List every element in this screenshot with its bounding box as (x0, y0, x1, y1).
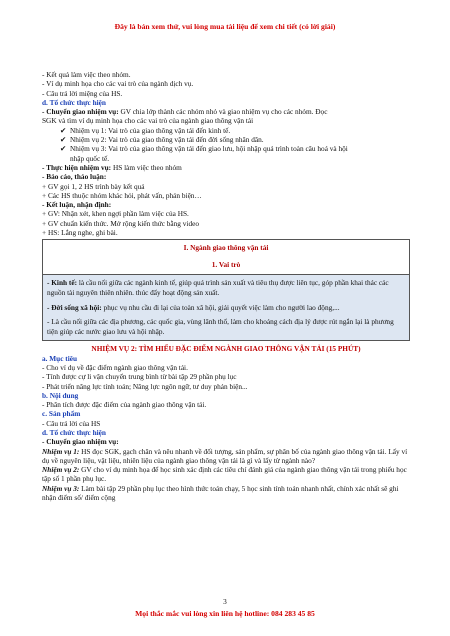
text-line: - Cho ví dụ về đặc điểm ngành giao thông vận tải. (42, 362, 188, 372)
paragraph-text: là cầu nối giữa các ngành kinh tế, giúp quá trình sản xuất và tiêu thụ được liên tục, góp phần khai thác các nguồn tài nguyên thiên nhiên. thúc đẩy hoạt động sản xuất. (47, 278, 389, 297)
section-heading: a. Mục tiêu (42, 353, 78, 363)
section-heading: c. Sản phẩm (42, 409, 81, 419)
mission-paragraph (42, 465, 410, 484)
knowledge-box-header (42, 239, 410, 275)
text-line: - Câu trả lời miệng của HS. (42, 88, 123, 98)
mission-text: GV cho ví dụ minh họa để học sinh xác định các tiêu chí đánh giá của ngành giao thông vận tải trong phiếu học tập số 1 phần phụ lục. (42, 465, 407, 484)
check-icon: ✔ (60, 144, 67, 154)
check-icon: ✔ (60, 135, 67, 145)
text-line: + GV gọi 1, 2 HS trình bày kết quả (42, 181, 145, 191)
section-heading: d. Tổ chức thực hiện (42, 97, 106, 107)
box-paragraph (47, 278, 405, 297)
box-heading: I. Ngành giao thông vận tải (183, 243, 269, 253)
paragraph-text: phục vụ nhu cầu đi lại của toàn xã hội, giải quyết việc làm cho người lao động,... (101, 302, 340, 312)
perform-text: HS làm việc theo nhóm (111, 162, 182, 172)
knowledge-box-body (42, 275, 410, 341)
perform-line (42, 163, 410, 172)
mission-text: HS đọc SGK, gạch chân và nêu nhanh về đối tượng, sản phẩm, sự phân bố của ngành giao thông vận tải. Lấy ví dụ về nguyên liệu, vật liệu, nhiên liệu của ngành giao thông vận tải là gì và lấy từ ngành nào? (42, 446, 408, 465)
box-paragraph (47, 303, 405, 313)
text-line: - Câu trả lời của HS (42, 418, 101, 428)
check-item-text: Nhiệm vụ 1: Vai trò của giao thông vận tải đến kinh tế. (70, 125, 231, 135)
task-label: - Chuyển giao nhiệm vụ: (42, 437, 119, 447)
page-number: 3 (223, 597, 227, 606)
text-line: - Phát triển năng lực tính toán; Năng lực ngôn ngữ, tư duy phản biện... (42, 381, 248, 391)
report-label: - Báo cáo, thảo luận: (42, 172, 107, 182)
text-line: - Kết quả làm việc theo nhóm. (42, 70, 131, 79)
task-line (42, 107, 410, 116)
mission-paragraph (42, 447, 410, 466)
perform-label: - Thực hiện nhiệm vụ: (42, 162, 112, 172)
section-heading: d. Tổ chức thực hiện (42, 427, 106, 437)
section-heading: b. Nội dung (42, 390, 79, 400)
task-text: GV chia lớp thành các nhóm nhỏ và giao nhiệm vụ cho các nhóm. Đọc (118, 107, 328, 117)
text-line: + Các HS thuộc nhóm khác hỏi, phát vấn, phản biện… (42, 190, 202, 200)
text-line: SGK và tìm ví dụ minh họa cho các vai trò của ngành giao thông vận tải (42, 116, 254, 126)
box-paragraph: - Là cầu nối giữa các địa phương, các quốc gia, vùng lãnh thổ, làm cho khoảng cách địa lý được rút ngắn lại là phương tiện giúp các nước giao lưu và hội nhập. (47, 317, 394, 336)
mission-paragraph (42, 484, 410, 503)
paragraph-label: - Đời sống xã hội: (47, 302, 102, 312)
document-body (42, 70, 410, 502)
text-line: - Ví dụ minh họa cho các vai trò của ngành dịch vụ. (42, 79, 194, 89)
mission-label: Nhiệm vụ 1: (42, 446, 80, 456)
text-line: - Tính được cự li vận chuyển trung bình từ bài tập 29 phần phụ lục (42, 372, 237, 382)
box-subheading: 1. Vai trò (211, 260, 241, 270)
mission-label: Nhiệm vụ 2: (42, 465, 80, 475)
preview-banner: Đây là bản xem thử, vui lòng mua tài liệu để xem chi tiết (có lời giải) (114, 22, 336, 31)
text-line: - Phân tích được đặc điểm của ngành giao thông vận tải. (42, 400, 207, 410)
mission-label: Nhiệm vụ 3: (42, 483, 80, 493)
conclude-label: - Kết luận, nhận định: (42, 200, 112, 210)
text-line: + HS: Lắng nghe, ghi bài. (42, 228, 118, 238)
check-item (42, 135, 410, 144)
check-item (42, 126, 410, 135)
check-icon: ✔ (60, 125, 67, 135)
check-item-text: Nhiệm vụ 3: Vai trò của giao thông vận tải đến giao lưu, hội nhập quả trình toàn câu hoá và hội (70, 144, 348, 154)
check-item (42, 144, 410, 153)
mission-text: Làm bài tập 29 phần phụ lục theo hình thức toán chạy, 5 học sinh tính toán nhanh nhất, chính xác nhất sẽ ghi nhận điểm số/ điểm cộng (42, 483, 399, 503)
text-line: + GV chuẩn kiến thức. Mở rộng kiến thức bằng video (42, 218, 199, 228)
text-line: nhập quốc tế. (70, 153, 110, 163)
check-item-text: Nhiệm vụ 2: Vai trò của giao thông vận tải đến đời sống nhân dân. (70, 135, 264, 145)
paragraph-label: - Kinh tế: (47, 278, 77, 288)
hotline-footer: Mọi thắc mắc vui lòng xin liên hệ hotline: 084 283 45 85 (135, 609, 315, 618)
task-label: - Chuyển giao nhiệm vụ: (42, 107, 119, 117)
mission-title: NHIỆM VỤ 2: TÌM HIỂU ĐẶC ĐIỂM NGÀNH GIAO THÔNG VẬN TẢI (15 PHÚT) (91, 344, 361, 354)
text-line: + GV: Nhận xét, khen ngợi phần làm việc của HS. (42, 209, 189, 219)
